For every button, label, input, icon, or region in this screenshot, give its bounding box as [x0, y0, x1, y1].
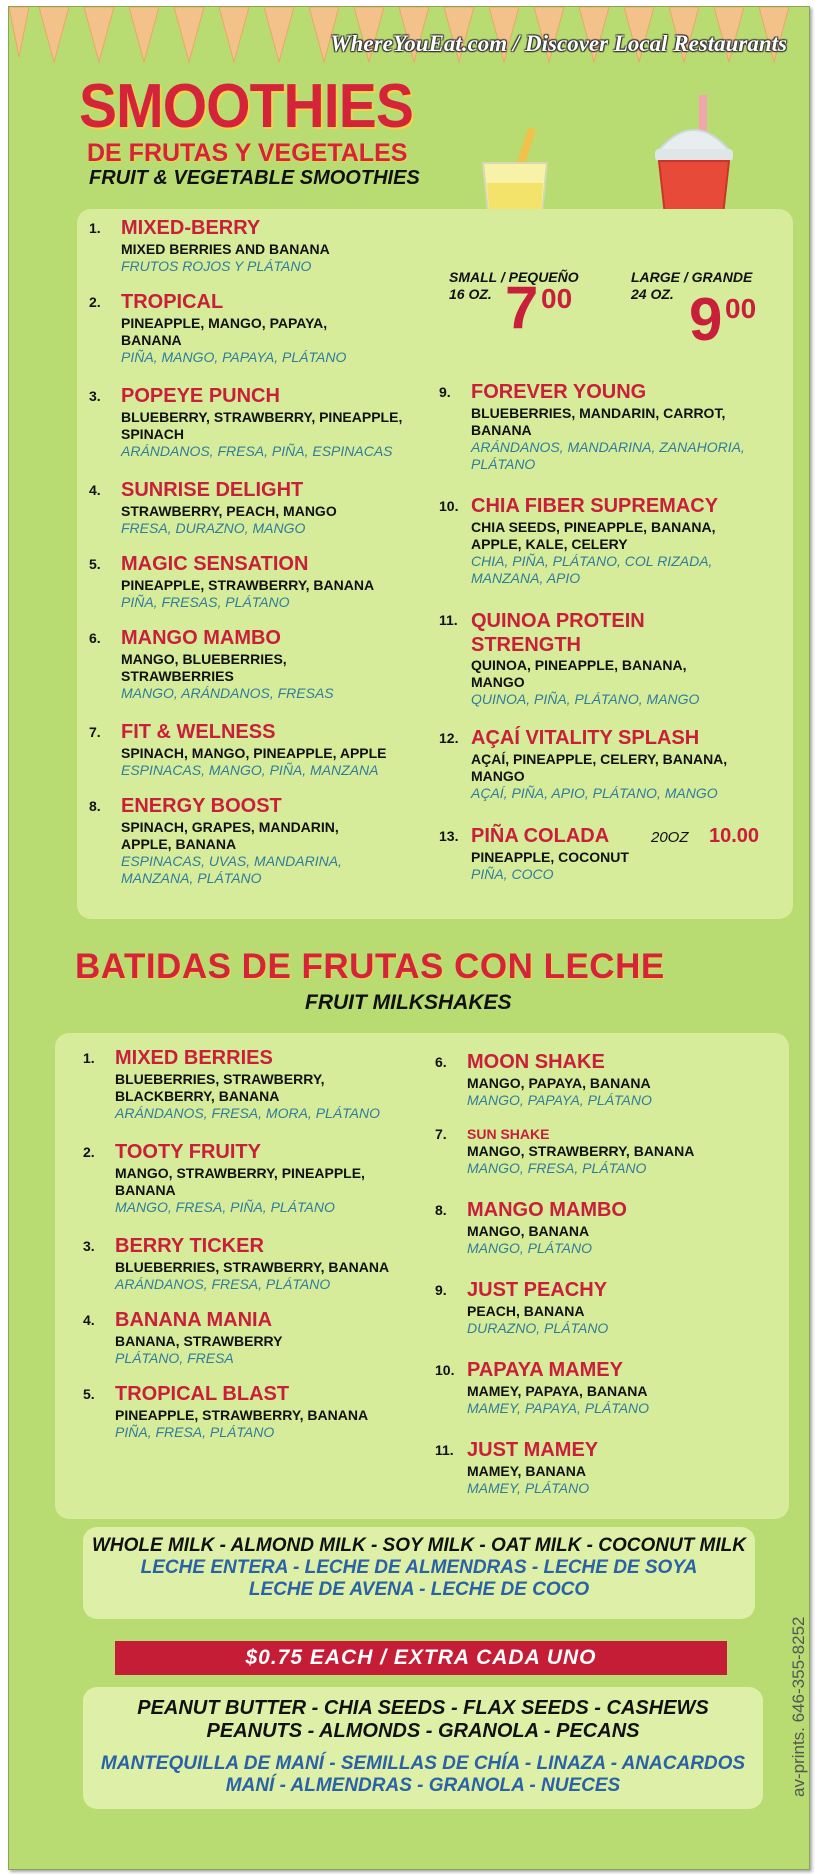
pina-colada-size: 20OZ: [651, 829, 689, 846]
price-large-cents: 00: [725, 293, 757, 324]
price-small: 7: [505, 274, 539, 341]
site-watermark: WhereYouEat.com / Discover Local Restaurants: [330, 31, 787, 56]
section-title-milkshakes: BATIDAS DE FRUTAS CON LECHE: [75, 947, 665, 986]
section-subtitle-en: FRUIT & VEGETABLE SMOOTHIES: [89, 167, 420, 189]
section-subtitle-es: DE FRUTAS Y VEGETALES: [87, 139, 408, 167]
addons-en-1: PEANUT BUTTER - CHIA SEEDS - FLAX SEEDS - CASHEWS: [137, 1697, 709, 1719]
milk-options-en: WHOLE MILK - ALMOND MILK - SOY MILK - OAT MILK - COCONUT MILK: [91, 1535, 746, 1556]
addons-es-2: MANÍ - ALMENDRAS - GRANOLA - NUECES: [225, 1775, 621, 1796]
size-small-label: SMALL / PEQUEÑO 16 OZ.: [449, 269, 579, 302]
milk-options-box: [83, 1527, 755, 1619]
printer-credit: av-prints. 646-355-8252: [789, 1616, 808, 1797]
addons-es-1: MANTEQUILLA DE MANÍ - SEMILLAS DE CHÍA - LINAZA - ANACARDOS: [100, 1753, 746, 1774]
milk-options-es-1: LECHE ENTERA - LECHE DE ALMENDRAS - LECHE DE SOYA: [140, 1557, 698, 1578]
milk-options-es-2: LECHE DE AVENA - LECHE DE COCO: [248, 1579, 590, 1600]
section-subtitle-milkshakes: FRUIT MILKSHAKES: [305, 991, 512, 1014]
price-small-cents: 00: [541, 283, 573, 314]
price-large: 9: [689, 286, 723, 353]
size-large-label: LARGE / GRANDE 24 OZ.: [631, 269, 753, 302]
pina-colada-price: 10.00: [709, 825, 760, 847]
section-title-smoothies: SMOOTHIES: [79, 72, 413, 141]
menu-page: WhereYouEat.com / Discover Local Restaurants SMOOTHIES DE FRUTAS Y VEGETALES FRUIT & VEGETABLE SMOOTHIES SMALL / PEQUEÑO 16 OZ. 7 00 LARGE / GRANDE 24 OZ. 9 00 1. MIXED-BERRY MIXED BERRIES AND BANANA FRUTOS ROJOS Y PLÁTANO 2. TROPICAL PINEAPPLE, MANGO, PAPAYA, BANANA PIÑA, MANGO, PAPAYA, PLÁTANO 3. POPEYE PUNCH BLUEBERRY, STRAWBERRY, PINEAPPLE, SPINACH ARÁNDANOS, FRESA, PIÑA, ESPINACAS 4. SUNRISE DELIGHT STRAWBERRY, PEACH, MANGO FRESA, DURAZNO, MANGO 5. MAGIC SENSATION PINEAPPLE, STRAWBERRY, BANANA PIÑA, FRESAS, PLÁTANO 6. MANGO MAMBO MANGO, BLUEBERRIES, STRAWBERRIES MANGO, ARÁNDANOS, FRESAS 7. FIT & WELNESS SPINACH, MANGO, PINEAPPLE, APPLE ESPINACAS, MANGO, PIÑA, MANZANA 8. ENERGY BOOST SPINACH, GRAPES, MANDARIN, APPLE, BANANA ESPINACAS, UVAS, MANDARINA, MANZANA, PLÁTANO 9. FOREVER YOUNG BLUEBERRIES, MANDARIN, CARROT, BANANA ARÁNDANOS, MANDARINA, ZANAHORIA, PLÁTANO 10. CHIA FIBER SUPREMACY CHIA SEEDS, PINEAPPLE, BANANA, APPLE, KALE, CELERY CHIA, PIÑA, PLÁTANO, COL RIZADA, MANZANA, APIO 11. QUINOA PROTEIN STRENGTH QUINOA, PINEAPPLE, BANANA, MANGO QUINOA, PIÑA, PLÁTANO, MANGO 12. AÇAÍ VITALITY SPLASH AÇAÍ, PINEAPPLE, CELERY, BANANA, MANGO AÇAÍ, PIÑA, APIO, PLÁTANO, MANGO 13. PIÑA COLADA PINEAPPLE, COCONUT PIÑA, COCO 20OZ 10.00 BATIDAS DE FRUTAS CON LECHE FRUIT MILKSHAKES 1. MIXED BERRIES BLUEBERRIES, STRAWBERRY, BLACKBERRY, BANANA ARÁNDANOS, FRESA, MORA, PLÁTANO 2. TOOTY FRUITY MANGO, STRAWBERRY, PINEAPPLE, BANANA MANGO, FRESA, PIÑA, PLÁTANO 3. BERRY TICKER BLUEBERRIES, STRAWBERRY, BANANA ARÁNDANOS, FRESA, PLÁTANO 4. BANANA MANIA BANANA, STRAWBERRY PLÁTANO, FRESA 5. TROPICAL BLAST PINEAPPLE, STRAWBERRY, BANANA PIÑA, FRESA, PLÁTANO 6. MOON SHAKE MANGO, PAPAYA, BANANA MANGO, PAPAYA, PLÁTANO 7. SUN SHAKE MANGO, STRAWBERRY, BANANA MANGO, FRESA, PLÁTANO 8. MANGO MAMBO MANGO, BANANA MANGO, PLÁTANO 9. JUST PEACHY PEACH, BANANA DURAZNO, PLÁTANO 10. PAPAYA MAMEY MAMEY, PAPAYA, BANANA MAMEY, PAPAYA, PLÁTANO 11. JUST MAMEY MAMEY, BANANA MAMEY, PLÁTANO WHOLE MILK - ALMOND MILK - SOY MILK - OAT MILK - COCONUT MILK LECHE ENTERA - LECHE DE ALMENDRAS - LECHE DE SOYA LECHE DE AVENA - LECHE DE COCO $0.75 EACH / EXTRA CADA UNO PEANUT BUTTER - CHIA SEEDS - FLAX SEEDS - CASHEWS PEANUTS - ALMONDS - GRANOLA - PECANS MANTEQUILLA DE MANÍ - SEMILLAS DE CHÍA - LINAZA - ANACARDOS MANÍ - ALMENDRAS - GRANOLA - NUECES av-prints. 646-355-8252: [8, 6, 810, 1870]
addons-en-2: PEANUTS - ALMONDS - GRANOLA - PECANS: [206, 1720, 640, 1742]
extra-price-bar: $0.75 EACH / EXTRA CADA UNO: [115, 1641, 727, 1675]
addons-box: [83, 1687, 763, 1809]
